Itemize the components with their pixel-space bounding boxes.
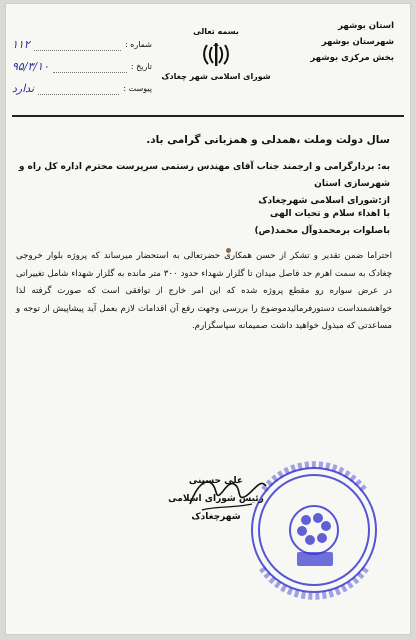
issuer-district: بخش مرکزی بوشهر xyxy=(310,53,394,63)
date-field xyxy=(53,62,127,73)
reference-block xyxy=(12,34,152,100)
handwritten-signature xyxy=(182,466,272,516)
sender-line: از:شورای اسلامی شهرچغادک xyxy=(258,196,390,206)
attachment-field xyxy=(38,84,119,95)
issuer-province: استان بوشهر xyxy=(338,21,394,31)
bismillah: بسمه تعالی xyxy=(193,27,239,36)
attachment-row xyxy=(12,78,152,100)
signer-name: علی حسینی xyxy=(188,476,244,486)
header-divider xyxy=(12,115,404,117)
greeting-line-2: باصلوات برمحمدوآل محمد(ص) xyxy=(254,226,390,236)
date-value: ۹۵/۳/۱۰ xyxy=(12,60,49,73)
date-label: تاریخ : xyxy=(130,62,152,71)
issuer-block xyxy=(284,18,394,66)
number-row xyxy=(12,34,152,56)
iran-emblem-icon xyxy=(202,42,230,68)
number-value: ۱۱۲ xyxy=(12,38,30,51)
letter-page xyxy=(6,4,410,634)
date-row xyxy=(12,56,152,78)
number-field xyxy=(34,40,121,51)
attachment-value: ندارد xyxy=(12,82,35,95)
greeting-block xyxy=(10,206,390,240)
greeting-line-1: با اهداء سلام و تحیات الهی xyxy=(270,209,390,219)
recipient-block xyxy=(10,159,390,210)
letterhead-center xyxy=(156,26,276,83)
issuer-county: شهرستان بوشهر xyxy=(321,37,394,47)
recipient-line: به: بردارگرامی و ارجمند جناب آقای مهندس رستمی سرپرست محترم اداره کل راه و شهرسازی استان xyxy=(18,162,390,189)
attachment-label: پیوست : xyxy=(123,84,152,93)
number-label: شماره : xyxy=(124,40,152,49)
signer-title: رئیس شورای اسلامی شهرچغادک xyxy=(168,494,264,522)
council-name: شورای اسلامی شهر چغادک xyxy=(161,72,271,81)
letter-body: احتراما ضمن تقدیر و تشکر از حسن همکاری حضرتعالی به استحضار میرساند که پروژه بلوار خروجی چغادک به سمت اهرم حد فاصل میدان تا گلزار شهداء حدود ۳۰۰ متر مانده به گلزار شهداء شامل تغییراتی در عرض سواره رو مقطع پروژه شده که این امر خارج از توافقی است که صورت گرفته لذا خواهشمنداست دستورفرمائیدموضوع را بررسی وجهت رفع آن اقدامات لازم بعمل آید پیشاپیش از توجه و مساعدتی که مبذول خواهید داشت صمیمانه سپاسگزارم. xyxy=(16,251,393,331)
year-slogan: سال دولت وملت ،همدلی و همزبانی گرامی باد. xyxy=(146,134,390,146)
